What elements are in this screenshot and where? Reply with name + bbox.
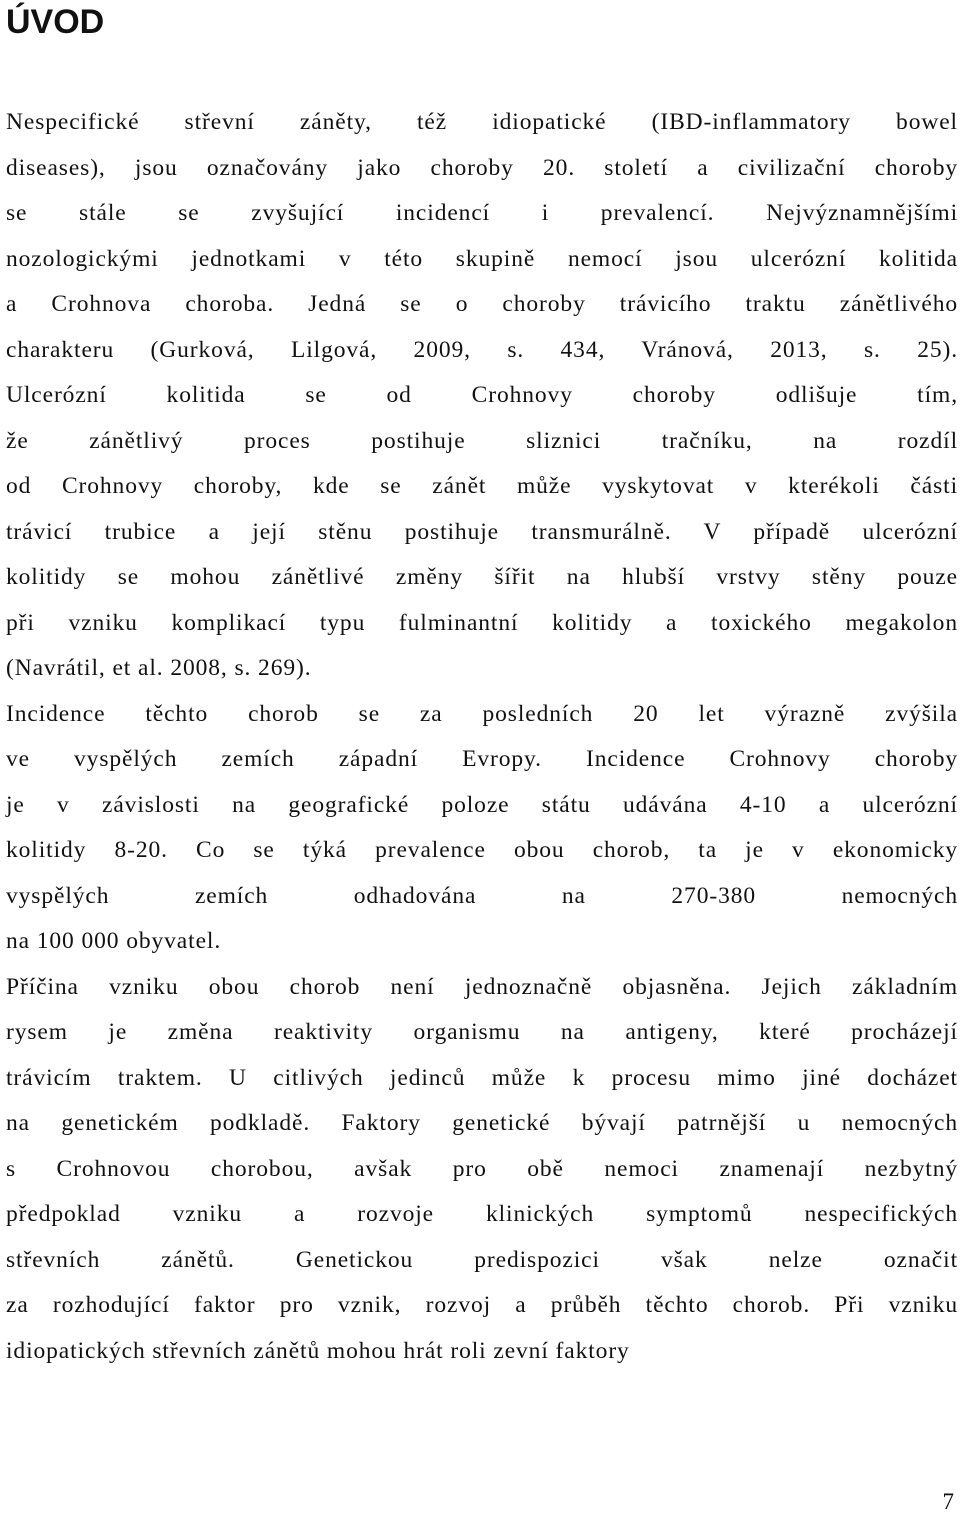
section-heading: ÚVOD xyxy=(6,3,105,41)
text-line: nozologickými jednotkami v této skupině nemocí jsou ulcerózní kolitida xyxy=(6,245,958,272)
text-line: idiopatických střevních zánětů mohou hrát roli zevní faktory xyxy=(6,1337,630,1364)
text-line: na 100 000 obyvatel. xyxy=(6,928,222,954)
text-line: vyspělých zemích odhadována na 270-380 nemocných xyxy=(6,882,958,909)
text-line: Příčina vzniku obou chorob není jednoznačně objasněna. Jejich základním xyxy=(6,973,958,1000)
text-line: charakteru (Gurková, Lilgová, 2009, s. 434, Vránová, 2013, s. 25). xyxy=(6,336,958,363)
text-line: kolitidy se mohou zánětlivé změny šířit na hlubší vrstvy stěny pouze xyxy=(6,564,958,590)
text-line: střevních zánětů. Genetickou predispozici však nelze označit xyxy=(6,1246,958,1273)
text-line: trávicím traktem. U citlivých jedinců může k procesu mimo jiné docházet xyxy=(6,1064,958,1091)
text-line: se stále se zvyšující incidencí i prevalencí. Nejvýznamnějšími xyxy=(6,200,958,226)
text-line: rysem je změna reaktivity organismu na antigeny, které procházejí xyxy=(6,1019,958,1045)
text-line: od Crohnovy choroby, kde se zánět může vyskytovat v kterékoli části xyxy=(6,473,958,499)
text-line: Incidence těchto chorob se za posledních 20 let výrazně zvýšila xyxy=(6,700,958,727)
paragraph xyxy=(6,965,958,1375)
text-line: Ulcerózní kolitida se od Crohnovy choroby odlišuje tím, xyxy=(6,382,958,408)
paragraph xyxy=(6,692,958,965)
text-line: (Navrátil, et al. 2008, s. 269). xyxy=(6,655,312,681)
text-line: je v závislosti na geografické poloze státu udávána 4-10 a ulcerózní xyxy=(6,791,958,818)
text-line: ve vyspělých zemích západní Evropy. Incidence Crohnovy choroby xyxy=(6,746,958,772)
paragraph xyxy=(6,100,958,692)
text-line: a Crohnova choroba. Jedná se o choroby trávicího traktu zánětlivého xyxy=(6,291,958,317)
text-line: Nespecifické střevní záněty, též idiopatické (IBD-inflammatory bowel xyxy=(6,109,958,135)
text-line: předpoklad vzniku a rozvoje klinických symptomů nespecifických xyxy=(6,1201,958,1227)
text-line: na genetickém podkladě. Faktory genetické bývají patrnější u nemocných xyxy=(6,1110,958,1136)
body-text xyxy=(6,100,958,1374)
text-line: s Crohnovou chorobou, avšak pro obě nemoci znamenají nezbytný xyxy=(6,1155,958,1182)
text-line: kolitidy 8-20. Co se týká prevalence obou chorob, ta je v ekonomicky xyxy=(6,837,958,863)
text-line: trávicí trubice a její stěnu postihuje transmurálně. V případě ulcerózní xyxy=(6,518,958,545)
page-number: 7 xyxy=(942,1489,954,1514)
text-line: že zánětlivý proces postihuje sliznici tračníku, na rozdíl xyxy=(6,427,958,454)
text-line: za rozhodující faktor pro vznik, rozvoj a průběh těchto chorob. Při vzniku xyxy=(6,1292,958,1318)
text-line: diseases), jsou označovány jako choroby 20. století a civilizační choroby xyxy=(6,154,958,181)
text-line: při vzniku komplikací typu fulminantní kolitidy a toxického megakolon xyxy=(6,609,958,636)
